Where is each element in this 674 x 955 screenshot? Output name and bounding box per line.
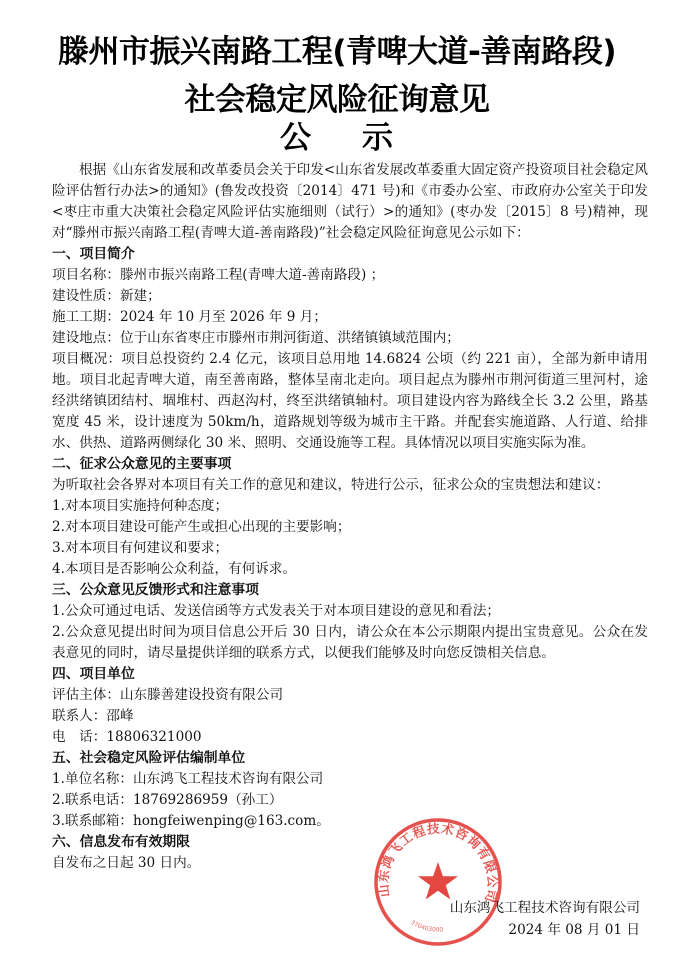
project-period: 施工工期：2024 年 10 月至 2026 年 9 月； (52, 309, 327, 325)
assessment-entity: 评估主体：山东滕善建设投资有限公司 (52, 687, 284, 703)
section-6-heading: 六、信息发布有效期限 (52, 834, 190, 850)
section-4-heading: 四、项目单位 (52, 666, 135, 682)
validity-text: 自发布之日起 30 日内。 (52, 855, 201, 871)
seal-star-icon (418, 862, 458, 900)
title-line-2: 社会稳定风险征询意见 (184, 82, 490, 118)
section-3-heading: 三、公众意见反馈形式和注意事项 (52, 582, 259, 598)
project-name: 项目名称：滕州市振兴南路工程(青啤大道-善南路段) ； (52, 267, 385, 283)
section-2-heading: 二、征求公众意见的主要事项 (52, 456, 232, 472)
project-overview: 项目概况：项目总投资约 2.4 亿元，该项目总用地 14.6824 公顷（约 221 亩），全部为新申请用地。项目北起青啤大道，南至善南路，整体呈南北走向。项目起点为滕州市荆河街道三里河村，途经洪绪镇团结村、堌堆村、西赵沟村，终至洪绪镇轴村。项目建设内容为路线全长 3.2 公里，路基宽度 45 米，设计速度为 50km/h，道路规划等级为城市主干路。并配套实施道路、人行道、给排水、供热、道路两侧绿化 30 米、照明、交通设施等工程。具体情况以项目实施实际为准。 (52, 351, 648, 451)
opinion-item: 3.对本项目有何建议和要求； (52, 540, 229, 556)
title-char-1: 公 (280, 120, 312, 156)
title-line-1: 滕州市振兴南路工程(青啤大道-善南路段) (57, 34, 617, 70)
opinion-item: 4.本项目是否影响公众利益，有何诉求。 (52, 561, 297, 577)
section-1-heading: 一、项目简介 (52, 246, 135, 262)
unit-email: 3.联系邮箱：hongfeiwenping@163.com。 (52, 813, 330, 829)
feedback-item-2: 2.公众意见提出时间为项目信息公开后 30 日内，请公众在本公示期限内提出宝贵意见。公众在发表意见的同时，请尽量提供详细的联系方式，以便我们能够及时向您反馈相关信息。 (52, 624, 648, 661)
intro-paragraph: 根据《山东省发展和改革委员会关于印发<山东省发展改革委重大固定资产投资项目社会稳定风险评估暂行办法>的通知》(鲁发改投资〔2014〕471 号)和《市委办公室、市政府办公室关于印发<枣庄市重大决策社会稳定风险评估实施细则（试行）>的通知》(枣办发〔2015〕8 号)精神，现对“滕州市振兴南路工程(青啤大道-善南路段)”社会稳定风险征询意见公示如下： (52, 162, 648, 241)
company-seal (372, 816, 504, 948)
opinion-item: 1.对本项目实施持何种态度； (52, 498, 229, 514)
notice-body (52, 160, 648, 874)
svg-text:370403000 (409, 919, 443, 934)
signature-org: 山东鸿飞工程技术咨询有限公司 (449, 900, 640, 916)
project-location: 建设地点：位于山东省枣庄市滕州市荆河街道、洪绪镇镇域范围内； (52, 330, 460, 346)
unit-phone: 2.联系电话：18769286959（孙工） (52, 792, 283, 808)
contact-person: 联系人：邵峰 (52, 708, 134, 724)
section-5-heading: 五、社会稳定风险评估编制单位 (52, 750, 246, 766)
signature-date: 2024 年 08 月 01 日 (508, 922, 640, 938)
unit-name: 1.单位名称：山东鸿飞工程技术咨询有限公司 (52, 771, 324, 787)
section-2-intro: 为听取社会各界对本项目有关工作的意见和建议，特进行公示，征求公众的宝贵想法和建议： (52, 477, 610, 493)
contact-phone: 电 话：18806321000 (52, 729, 202, 745)
opinion-item: 2.对本项目建设可能产生或担心出现的主要影响； (52, 519, 351, 535)
title-line-3 (0, 112, 674, 157)
project-nature: 建设性质：新建； (52, 288, 161, 304)
seal-number: 370403000 (409, 919, 444, 934)
title-char-2: 示 (362, 120, 394, 156)
seal-text: 山东鸿飞工程技术咨询有限公司 (375, 820, 501, 905)
feedback-item-1: 1.公众可通过电话、发送信函等方式发表关于对本项目建设的意见和看法； (52, 603, 500, 619)
